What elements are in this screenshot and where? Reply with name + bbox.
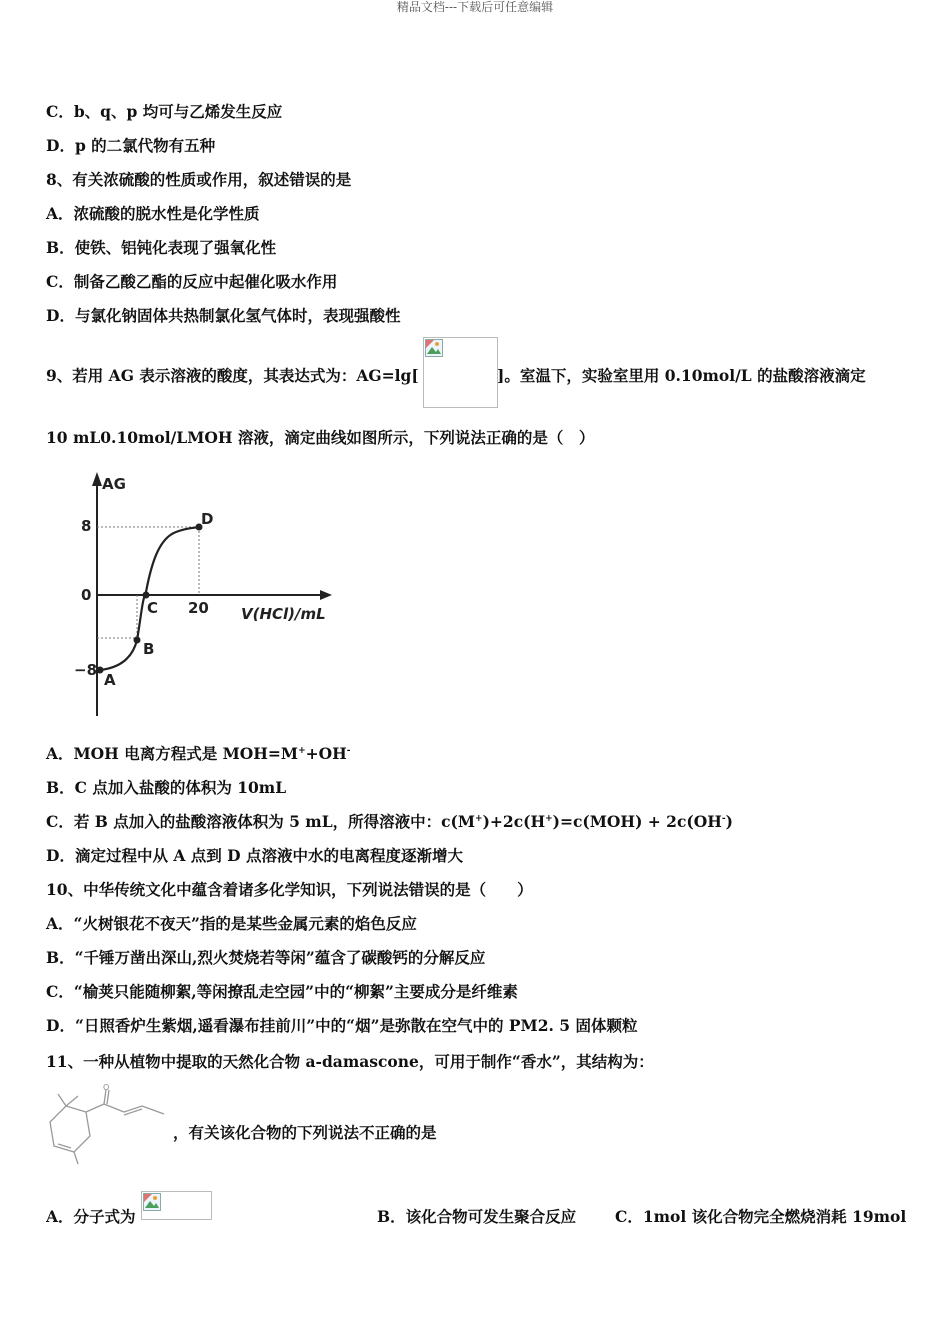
tick-label-neg8: −8 — [74, 661, 98, 679]
q9-stem-part1: 9、若用 AG 表示溶液的酸度，其表达式为：AG=lg[ — [46, 366, 419, 385]
broken-image-icon — [425, 339, 443, 357]
page-header: 精品文档---下载后可任意编辑 — [396, 0, 554, 14]
x-axis-label: V(HCl)/mL — [241, 605, 326, 623]
q11-option-a: A．分子式为 — [46, 1207, 136, 1226]
point-label-a: A — [104, 671, 116, 689]
q9-option-d: D．滴定过程中从 A 点到 D 点溶液中水的电离程度逐渐增大 — [46, 846, 463, 865]
point-label-c: C — [147, 599, 159, 617]
broken-image-icon — [143, 1193, 161, 1211]
tick-label-0: 0 — [81, 586, 92, 604]
structure-formula-image — [44, 1084, 172, 1170]
q9-stem-line2: 10 mL0.10mol/LMOH 溶液，滴定曲线如图所示，下列说法正确的是（ ） — [46, 428, 595, 447]
tick-label-8: 8 — [81, 517, 92, 535]
point-label-b: B — [143, 640, 155, 658]
point-b-dot — [134, 637, 141, 644]
svg-text:O: O — [103, 1084, 110, 1092]
q8-option-a: A．浓硫酸的脱水性是化学性质 — [46, 204, 260, 223]
q10-stem: 10、中华传统文化中蕴含着诸多化学知识，下列说法错误的是（ ） — [46, 880, 533, 899]
q10-option-a: A．“火树银花不夜天”指的是某些金属元素的焰色反应 — [46, 914, 417, 933]
q11-option-b: B．该化合物可发生聚合反应 — [377, 1207, 577, 1226]
point-a-dot — [97, 667, 104, 674]
q9-option-c: C．若 B 点加入的盐酸溶液体积为 5 mL，所得溶液中：c(M+)+2c(H+)=c(MOH) + 2c(OH-) — [46, 812, 733, 831]
q8-option-b: B．使铁、铝钝化表现了强氧化性 — [46, 238, 277, 257]
q10-option-d: D．“日照香炉生紫烟,遥看瀑布挂前川”中的“烟”是弥散在空气中的 PM2. 5 固体颗粒 — [46, 1016, 638, 1035]
q7-option-c: C．b、q、p 均可与乙烯发生反应 — [46, 102, 283, 121]
q9-stem-part2: ]。室温下，实验室里用 0.10mol/L 的盐酸溶液滴定 — [497, 366, 866, 385]
q9-option-b: B．C 点加入盐酸的体积为 10mL — [46, 778, 287, 797]
q11-question-text: ，有关该化合物的下列说法不正确的是 — [173, 1123, 437, 1142]
x-axis-arrow — [320, 590, 332, 600]
point-label-d: D — [201, 510, 214, 528]
tick-label-20: 20 — [188, 599, 209, 617]
formula-image-placeholder — [423, 337, 498, 408]
q10-option-c: C．“榆荚只能随柳絮,等闲撩乱走空园”中的“柳絮”主要成分是纤维素 — [46, 982, 518, 1001]
q8-stem: 8、有关浓硫酸的性质或作用，叙述错误的是 — [46, 170, 352, 189]
q8-option-c: C．制备乙酸乙酯的反应中起催化吸水作用 — [46, 272, 338, 291]
q8-option-d: D．与氯化钠固体共热制氯化氢气体时，表现强酸性 — [46, 306, 401, 325]
y-axis-label: AG — [102, 475, 126, 493]
q10-option-b: B．“千锤万凿出深山,烈火焚烧若等闲”蕴含了碳酸钙的分解反应 — [46, 948, 486, 967]
q9-option-a: A．MOH 电离方程式是 MOH=M++OH- — [46, 744, 351, 763]
molecular-formula-image-placeholder — [141, 1191, 212, 1220]
y-axis-arrow — [92, 472, 102, 486]
q11-option-c: C．1mol 该化合物完全燃烧消耗 19mol — [615, 1207, 907, 1226]
titration-curve-figure — [70, 468, 340, 720]
point-c-dot — [143, 592, 150, 599]
q11-stem: 11、一种从植物中提取的天然化合物 a-damascone，可用于制作“香水”，其结构为： — [46, 1052, 654, 1071]
q7-option-d: D．p 的二氯代物有五种 — [46, 136, 216, 155]
